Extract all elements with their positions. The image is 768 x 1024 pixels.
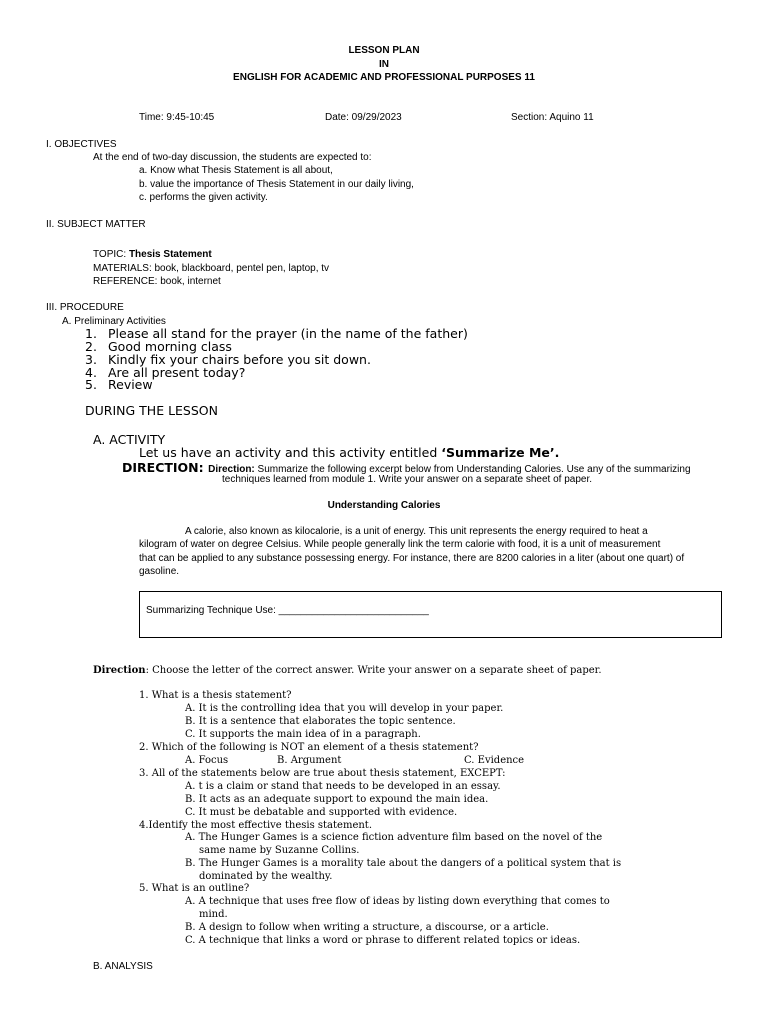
q5-option-a: A. A technique that uses free flow of ideas by listing down everything that comes to	[185, 896, 610, 907]
q3-option-b: B. It acts as an adequate support to expound the main idea.	[185, 794, 489, 805]
section-field: Section: Aquino 11	[511, 112, 594, 123]
title-lesson-plan: LESSON PLAN	[348, 45, 420, 56]
materials-line: MATERIALS: book, blackboard, pentel pen, laptop, tv	[93, 263, 330, 274]
analysis-heading: B. ANALYSIS	[93, 961, 153, 972]
prelim-number: 3.	[85, 352, 97, 367]
q1-option-b: B. It is a sentence that elaborates the topic sentence.	[185, 716, 456, 727]
direction-text-1: Summarize the following excerpt below from Understanding Calories. Use any of the summarizing	[254, 464, 691, 475]
q4-option-b: B. The Hunger Games is a morality tale about the dangers of a political system that is	[185, 858, 622, 869]
objectives-intro: At the end of two-day discussion, the students are expected to:	[93, 152, 372, 163]
quiz-direction	[93, 664, 602, 677]
activity-intro-text: Let us have an activity and this activity entitled	[139, 445, 442, 460]
excerpt-title: Understanding Calories	[327, 500, 441, 511]
excerpt-line: gasoline.	[139, 566, 180, 577]
date-field: Date: 09/29/2023	[325, 112, 402, 123]
direction-big-label: DIRECTION:	[122, 460, 204, 475]
activity-intro	[139, 446, 559, 459]
question-5: 5. What is an outline?	[139, 883, 250, 894]
q5-option-b: B. A design to follow when writing a structure, a discourse, or a article.	[185, 922, 549, 933]
prelim-number: 4.	[85, 365, 97, 380]
title-in: IN	[379, 59, 389, 70]
direction-label: Direction:	[208, 464, 255, 475]
excerpt-line: that can be applied to any substance possessing energy. For instance, there are 8200 calories in a liter (about one quart) of	[139, 553, 685, 564]
prelim-number: 1.	[85, 326, 97, 341]
summarizing-technique-field[interactable]: Summarizing Technique Use: ___________________________	[146, 605, 429, 616]
prelim-item: Are all present today?	[108, 365, 246, 380]
subject-matter-heading: II. SUBJECT MATTER	[46, 219, 146, 230]
prelim-item: Review	[108, 377, 153, 392]
excerpt-line: kilogram of water on degree Celsius. While people generally link the term calorie with food, it is a unit of measurement	[139, 539, 661, 550]
reference-line: REFERENCE: book, internet	[93, 276, 221, 287]
procedure-heading: III. PROCEDURE	[46, 302, 124, 313]
q3-option-c: C. It must be debatable and supported with evidence.	[185, 807, 458, 818]
quiz-direction-label: Direction	[93, 665, 146, 676]
q2-option-a: A. Focus	[185, 755, 229, 766]
q1-option-a: A. It is the controlling idea that you will develop in your paper.	[185, 703, 504, 714]
prelim-item: Kindly fix your chairs before you sit down.	[108, 352, 371, 367]
question-4: 4.Identify the most effective thesis statement.	[139, 820, 372, 831]
question-3: 3. All of the statements below are true about thesis statement, EXCEPT:	[139, 768, 506, 779]
activity-heading: A. ACTIVITY	[93, 432, 166, 447]
q5-option-a-cont: mind.	[199, 909, 228, 920]
topic-line	[93, 248, 212, 261]
during-lesson-heading: DURING THE LESSON	[85, 403, 218, 418]
prelim-item: Good morning class	[108, 339, 232, 354]
time-field: Time: 9:45-10:45	[139, 112, 215, 123]
q1-option-c: C. It supports the main idea of in a paragraph.	[185, 729, 421, 740]
q5-option-c: C. A technique that links a word or phrase to different related topics or ideas.	[185, 935, 581, 946]
excerpt-line: A calorie, also known as kilocalorie, is a unit of energy. This unit represents the energy required to heat a	[185, 526, 648, 537]
quiz-direction-text: : Choose the letter of the correct answer. Write your answer on a separate sheet of paper.	[145, 665, 602, 676]
activity-title: ‘Summarize Me’.	[441, 445, 560, 460]
q2-option-b: B. Argument	[277, 755, 342, 766]
objective-item: b. value the importance of Thesis Statement in our daily living,	[139, 179, 414, 190]
topic-label: TOPIC:	[93, 249, 129, 260]
title-subject: ENGLISH FOR ACADEMIC AND PROFESSIONAL PURPOSES 11	[233, 72, 535, 83]
objective-item: c. performs the given activity.	[139, 192, 268, 203]
prelim-number: 2.	[85, 339, 97, 354]
question-2: 2. Which of the following is NOT an element of a thesis statement?	[139, 742, 479, 753]
q3-option-a: A. t is a claim or stand that needs to be developed in an essay.	[185, 781, 501, 792]
prelim-number: 5.	[85, 377, 97, 392]
question-1: 1. What is a thesis statement?	[139, 690, 292, 701]
objective-item: a. Know what Thesis Statement is all about,	[139, 165, 333, 176]
q4-option-a-cont: same name by Suzanne Collins.	[199, 845, 360, 856]
q4-option-a: A. The Hunger Games is a science fiction adventure film based on the novel of the	[185, 832, 603, 843]
preliminary-heading: A. Preliminary Activities	[62, 316, 166, 327]
direction-text-2: techniques learned from module 1. Write your answer on a separate sheet of paper.	[222, 474, 593, 485]
prelim-item: Please all stand for the prayer (in the name of the father)	[108, 326, 468, 341]
q2-option-c: C. Evidence	[464, 755, 525, 766]
objectives-heading: I. OBJECTIVES	[46, 139, 117, 150]
q4-option-b-cont: dominated by the wealthy.	[199, 871, 333, 882]
topic-value: Thesis Statement	[128, 249, 212, 260]
